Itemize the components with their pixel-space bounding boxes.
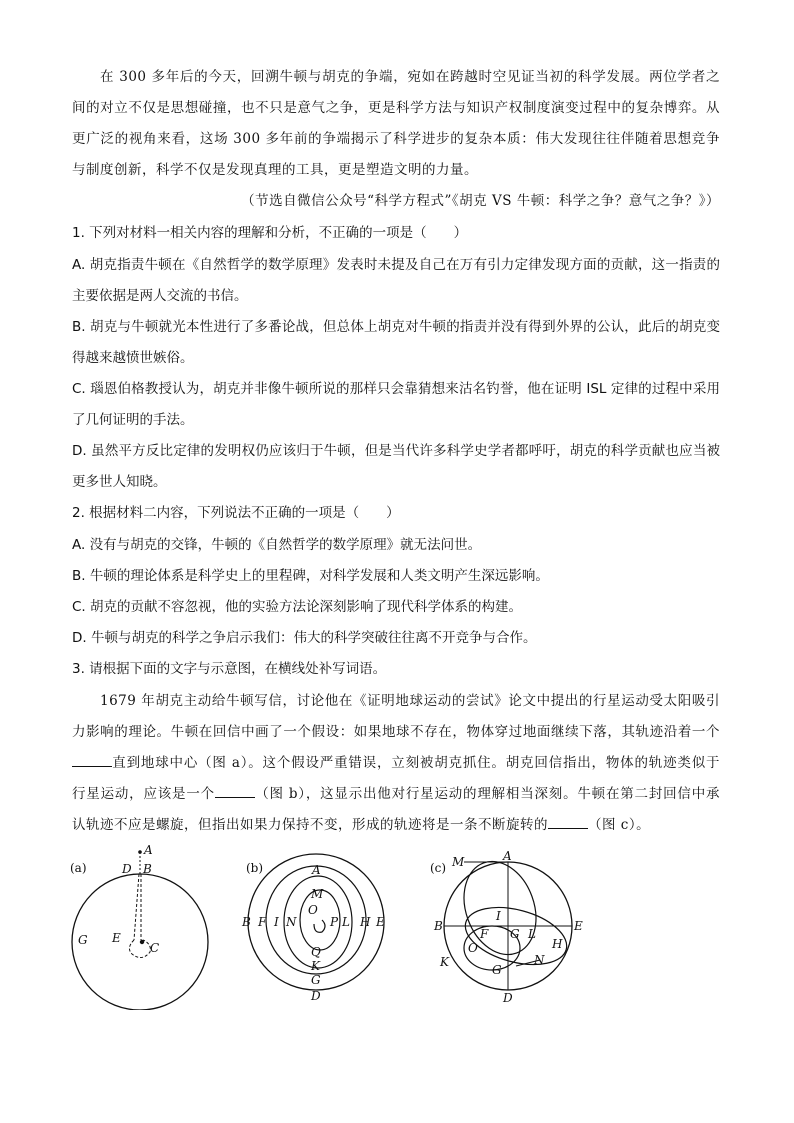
passage-source: （节选自微信公众号“科学方程式”《胡克 VS 牛顿：科学之争？意气之争？》）	[241, 193, 720, 209]
label-f-b: F	[258, 915, 267, 929]
answer-blank-2[interactable]	[215, 783, 255, 798]
label-d-c: D	[503, 991, 513, 1005]
label-k-b: K	[311, 959, 320, 973]
label-e-b: E	[376, 915, 385, 929]
answer-blank-3[interactable]	[548, 814, 588, 829]
label-k-c: K	[440, 955, 449, 969]
label-p-b: P	[330, 915, 339, 929]
label-o-c: O	[468, 941, 478, 955]
label-f-c: F	[480, 927, 489, 941]
figure-b-caption: (b)	[246, 861, 264, 875]
question-3-text-part1: 1679 年胡克主动给牛顿写信，讨论他在《证明地球运动的尝试》论文中提出的行星运动受太阳吸引力影响的理论。牛顿在回信中画了一个假设：如果地球不存在，物体穿过地面继续下落，其轨迹沿着一个	[72, 693, 720, 740]
question-1-option-a: A. 胡克指责牛顿在《自然哲学的数学原理》发表时未提及自己在万有引力定律发现方面的贡献，这一指责的主要依据是两人交流的书信。	[72, 257, 720, 304]
question-2-option-b: B. 牛顿的理论体系是科学史上的里程碑，对科学发展和人类文明产生深远影响。	[72, 568, 549, 584]
label-n-c: N	[534, 953, 545, 967]
question-3-text-part3: （图 b），这显示出他对行星运动的理解相当深刻。牛顿在第二封回信中承认轨迹不应是螺旋，但指出如果力保持不变，形成的轨迹将是一条不断旋转的	[72, 786, 721, 833]
label-g: G	[78, 933, 88, 947]
label-c: C	[150, 941, 160, 955]
question-3-passage	[72, 686, 720, 841]
question-2-option-d: D. 牛顿与胡克的科学之争启示我们：伟大的科学突破往往离不开竞争与合作。	[72, 630, 537, 646]
passage-paragraph: 在 300 多年后的今天，回溯牛顿与胡克的争端，宛如在跨越时空见证当初的科学发展。两位学者之间的对立不仅是思想碰撞，也不只是意气之争，更是科学方法与知识产权制度演变过程中的复杂博弈。从更广泛的视角来看，这场 300 多年前的争端揭示了科学进步的复杂本质：伟大发现往往伴随着思想竞争与制度创新，科学不仅是发现真理的工具，更是塑造文明的力量。	[72, 69, 720, 178]
label-l-b: L	[342, 915, 350, 929]
label-g2-c: G	[492, 963, 502, 977]
figure-b	[241, 854, 385, 1003]
question-3-stem: 3. 请根据下面的文字与示意图，在横线处补写词语。	[72, 661, 387, 677]
label-a-b: A	[312, 863, 321, 877]
question-2-option-a: A. 没有与胡克的交锋，牛顿的《自然哲学的数学原理》就无法问世。	[72, 537, 482, 553]
figure-a-caption: (a)	[70, 861, 87, 875]
label-g-b: G	[311, 973, 321, 987]
figures-row	[60, 840, 730, 1010]
label-a: A	[144, 843, 153, 857]
label-d: D	[122, 862, 132, 876]
question-2-stem: 2. 根据材料二内容，下列说法不正确的一项是（ ）	[72, 505, 400, 521]
figure-a	[70, 843, 208, 1010]
label-i-b: I	[274, 915, 279, 929]
question-1-option-b: B. 胡克与牛顿就光本性进行了多番论战，但总体上胡克对牛顿的指责并没有得到外界的公认，此后的胡克变得越来越愤世嫉俗。	[72, 319, 720, 366]
label-g-c: G	[510, 927, 520, 941]
label-a-c: A	[503, 849, 512, 863]
spiral-core	[314, 920, 325, 932]
label-m-b: M	[311, 887, 324, 901]
label-e: E	[112, 931, 121, 945]
question-3-text-part2: 直到地球中心（图 a）。这个假设严重错误，立刻被胡克抓住。胡克回信指出，物体的轨迹类似于行星运动，应该是一个	[72, 755, 720, 802]
center-dot	[140, 940, 144, 944]
label-q-b: Q	[311, 945, 321, 959]
label-d-b: D	[311, 989, 321, 1003]
label-b-b: B	[242, 915, 251, 929]
label-h-c: H	[552, 937, 563, 951]
question-1-stem: 1. 下列对材料一相关内容的理解和分析，不正确的一项是（ ）	[72, 225, 468, 241]
question-2-option-c: C. 胡克的贡献不容忽视，他的实验方法论深刻影响了现代科学体系的构建。	[72, 599, 523, 615]
label-o-b: O	[308, 903, 318, 917]
figure-c-caption: (c)	[430, 861, 447, 875]
label-b-c: B	[434, 919, 443, 933]
point-a-dot	[138, 850, 142, 854]
label-b: B	[143, 862, 152, 876]
question-1-option-d: D. 虽然平方反比定律的发明权仍应该归于牛顿，但是当代许多科学史学者都呼吁，胡克的科学贡献也应当被更多世人知晓。	[72, 443, 720, 490]
label-e-c: E	[574, 919, 583, 933]
figure-c	[430, 849, 583, 1005]
label-h-b: H	[360, 915, 371, 929]
answer-blank-1[interactable]	[72, 752, 112, 767]
label-n-b: N	[286, 915, 297, 929]
dashed-line-left	[134, 874, 139, 940]
question-1-option-c: C. 瑙恩伯格教授认为，胡克并非像牛顿所说的那样只会靠猜想来沽名钓誉，他在证明 ISL 定律的过程中采用了几何证明的手法。	[72, 381, 720, 428]
label-m-c: M	[452, 855, 465, 869]
orbit-diagrams	[60, 840, 730, 1010]
label-l-c: L	[528, 927, 536, 941]
question-3-text-part4: （图 c）。	[588, 817, 651, 833]
label-i-c: I	[496, 909, 501, 923]
